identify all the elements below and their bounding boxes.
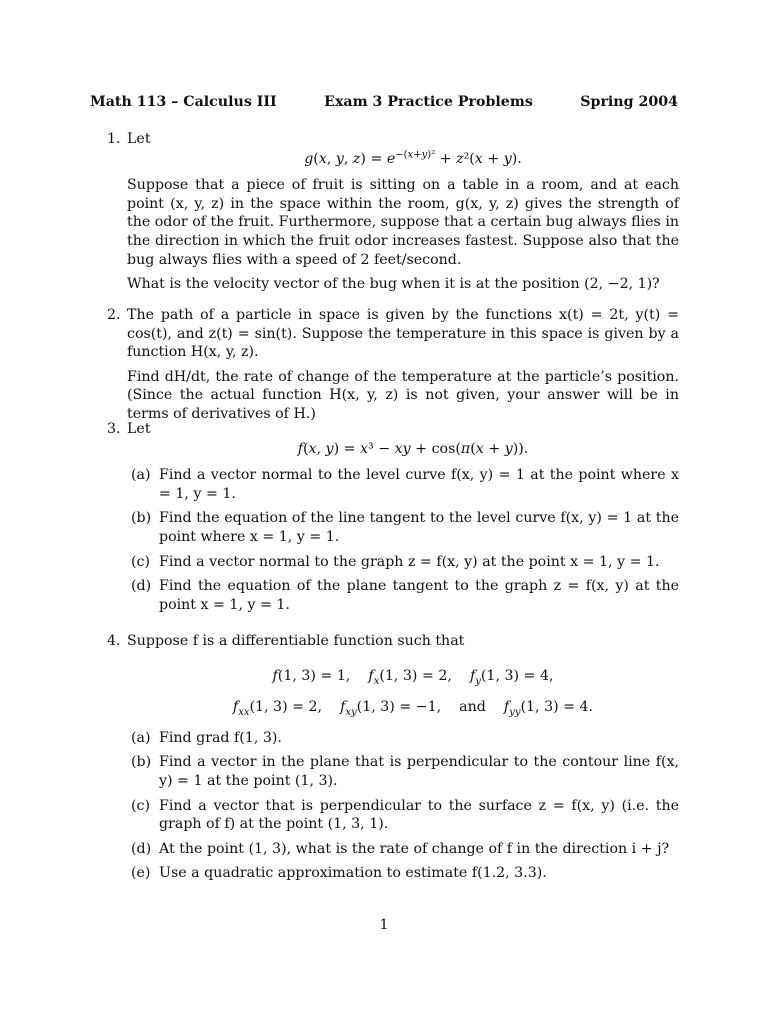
part-text: Use a quadratic approximation to estimate f(1.2, 3.3). [159, 865, 547, 882]
part-text: At the point (1, 3), what is the rate of change of f in the direction i + j? [159, 840, 670, 857]
part-label: (a) [131, 729, 151, 746]
problem-paragraph: Suppose that a piece of fruit is sitting on a table in a room, and at each point (x, y, z) in the space within the room, g(x, y, z) gives the strength of the odor of the fruit. Furthermore, suppose that a certain bug always flies in the direction in which the fruit odor increases fastest. Suppose also that the bug always flies with a speed of 2 feet/second. [127, 177, 679, 268]
part-text: Find the equation of the line tangent to the level curve f(x, y) = 1 at the point where x = 1, y = 1. [159, 510, 679, 545]
problem-equation: g(x, y, $z) = e^{-(x+y)^2} + z^2(x + y)$. [304, 148, 522, 167]
part-item [131, 577, 679, 614]
part-item [131, 729, 679, 748]
problem-number: 3. [107, 421, 121, 437]
part-text: Find the equation of the plane tangent to the graph z = f(x, y) at the point x = 1, y = 1. [159, 578, 679, 613]
part-item [131, 840, 679, 859]
problem-4 [107, 632, 679, 889]
problem-parts [131, 466, 679, 614]
part-text: Find a vector in the plane that is perpendicular to the contour line f(x, y) = 1 at the point (1, 3). [159, 754, 679, 789]
exam-title: Exam 3 Practice Problems [324, 94, 533, 110]
part-label: (c) [131, 553, 151, 570]
part-item [131, 466, 679, 503]
problem-intro: Suppose f is a differentiable function such that [127, 633, 465, 649]
part-label: (a) [131, 467, 151, 484]
problem-2 [107, 306, 679, 424]
problem-number: 4. [107, 633, 121, 649]
part-label: (c) [131, 797, 151, 814]
part-item [131, 553, 679, 572]
problem-intro: Let [127, 421, 151, 437]
problem-question: What is the velocity vector of the bug when it is at the position (2, −2, 1)? [127, 276, 660, 293]
term-label: Spring 2004 [580, 94, 678, 110]
problem-equation-line-1: f(1, 3) = 1, $f_x(1$, 3) = 2, $f_y(1$, 3) = 4, [272, 667, 554, 687]
part-text: Find grad f(1, 3). [159, 729, 282, 746]
part-item [131, 864, 679, 883]
part-label: (d) [131, 578, 152, 595]
part-item [131, 797, 679, 834]
part-label: (e) [131, 865, 151, 882]
part-item [131, 753, 679, 790]
part-item [131, 509, 679, 546]
page-number: 1 [379, 917, 389, 933]
part-text: Find a vector that is perpendicular to the surface z = f(x, y) (i.e. the graph of f) at the point (1, 3, 1). [159, 797, 679, 833]
problem-question: Find dH/dt, the rate of change of the temperature at the particle’s position. (Since the actual function H(x, y, z) is not given, your answer will be in terms of derivatives of H.) [127, 368, 679, 422]
part-label: (b) [131, 510, 152, 527]
part-text: Find a vector normal to the level curve f(x, y) = 1 at the point where x = 1, y = 1. [159, 467, 679, 502]
problem-equation-line-2: $f_{xx}(1$, 3) = 2, $f_{xy}(1$, 3) = −1, and $f_{yy}(1$, 3) = 4. [232, 699, 594, 719]
problem-number: 1. [107, 131, 121, 147]
page-header [90, 93, 678, 112]
part-label: (d) [131, 840, 152, 857]
problem-parts [131, 729, 679, 883]
part-label: (b) [131, 754, 152, 771]
problem-intro: Let [127, 131, 151, 147]
part-text: Find a vector normal to the graph z = f(x, y) at the point x = 1, y = 1. [159, 553, 660, 570]
problem-number: 2. [107, 307, 121, 323]
course-title: Math 113 – Calculus III [90, 94, 277, 110]
problem-3 [107, 420, 679, 620]
problem-equation: f(x, y) = x³ − xy + cos(π(x + y)). [297, 440, 529, 457]
problem-1 [107, 130, 679, 294]
problem-paragraph: The path of a particle in space is given by the functions x(t) = 2t, y(t) = cos(t), and z(t) = sin(t). Suppose the temperature in this space is given by a function H(x, y, z). [127, 307, 679, 361]
